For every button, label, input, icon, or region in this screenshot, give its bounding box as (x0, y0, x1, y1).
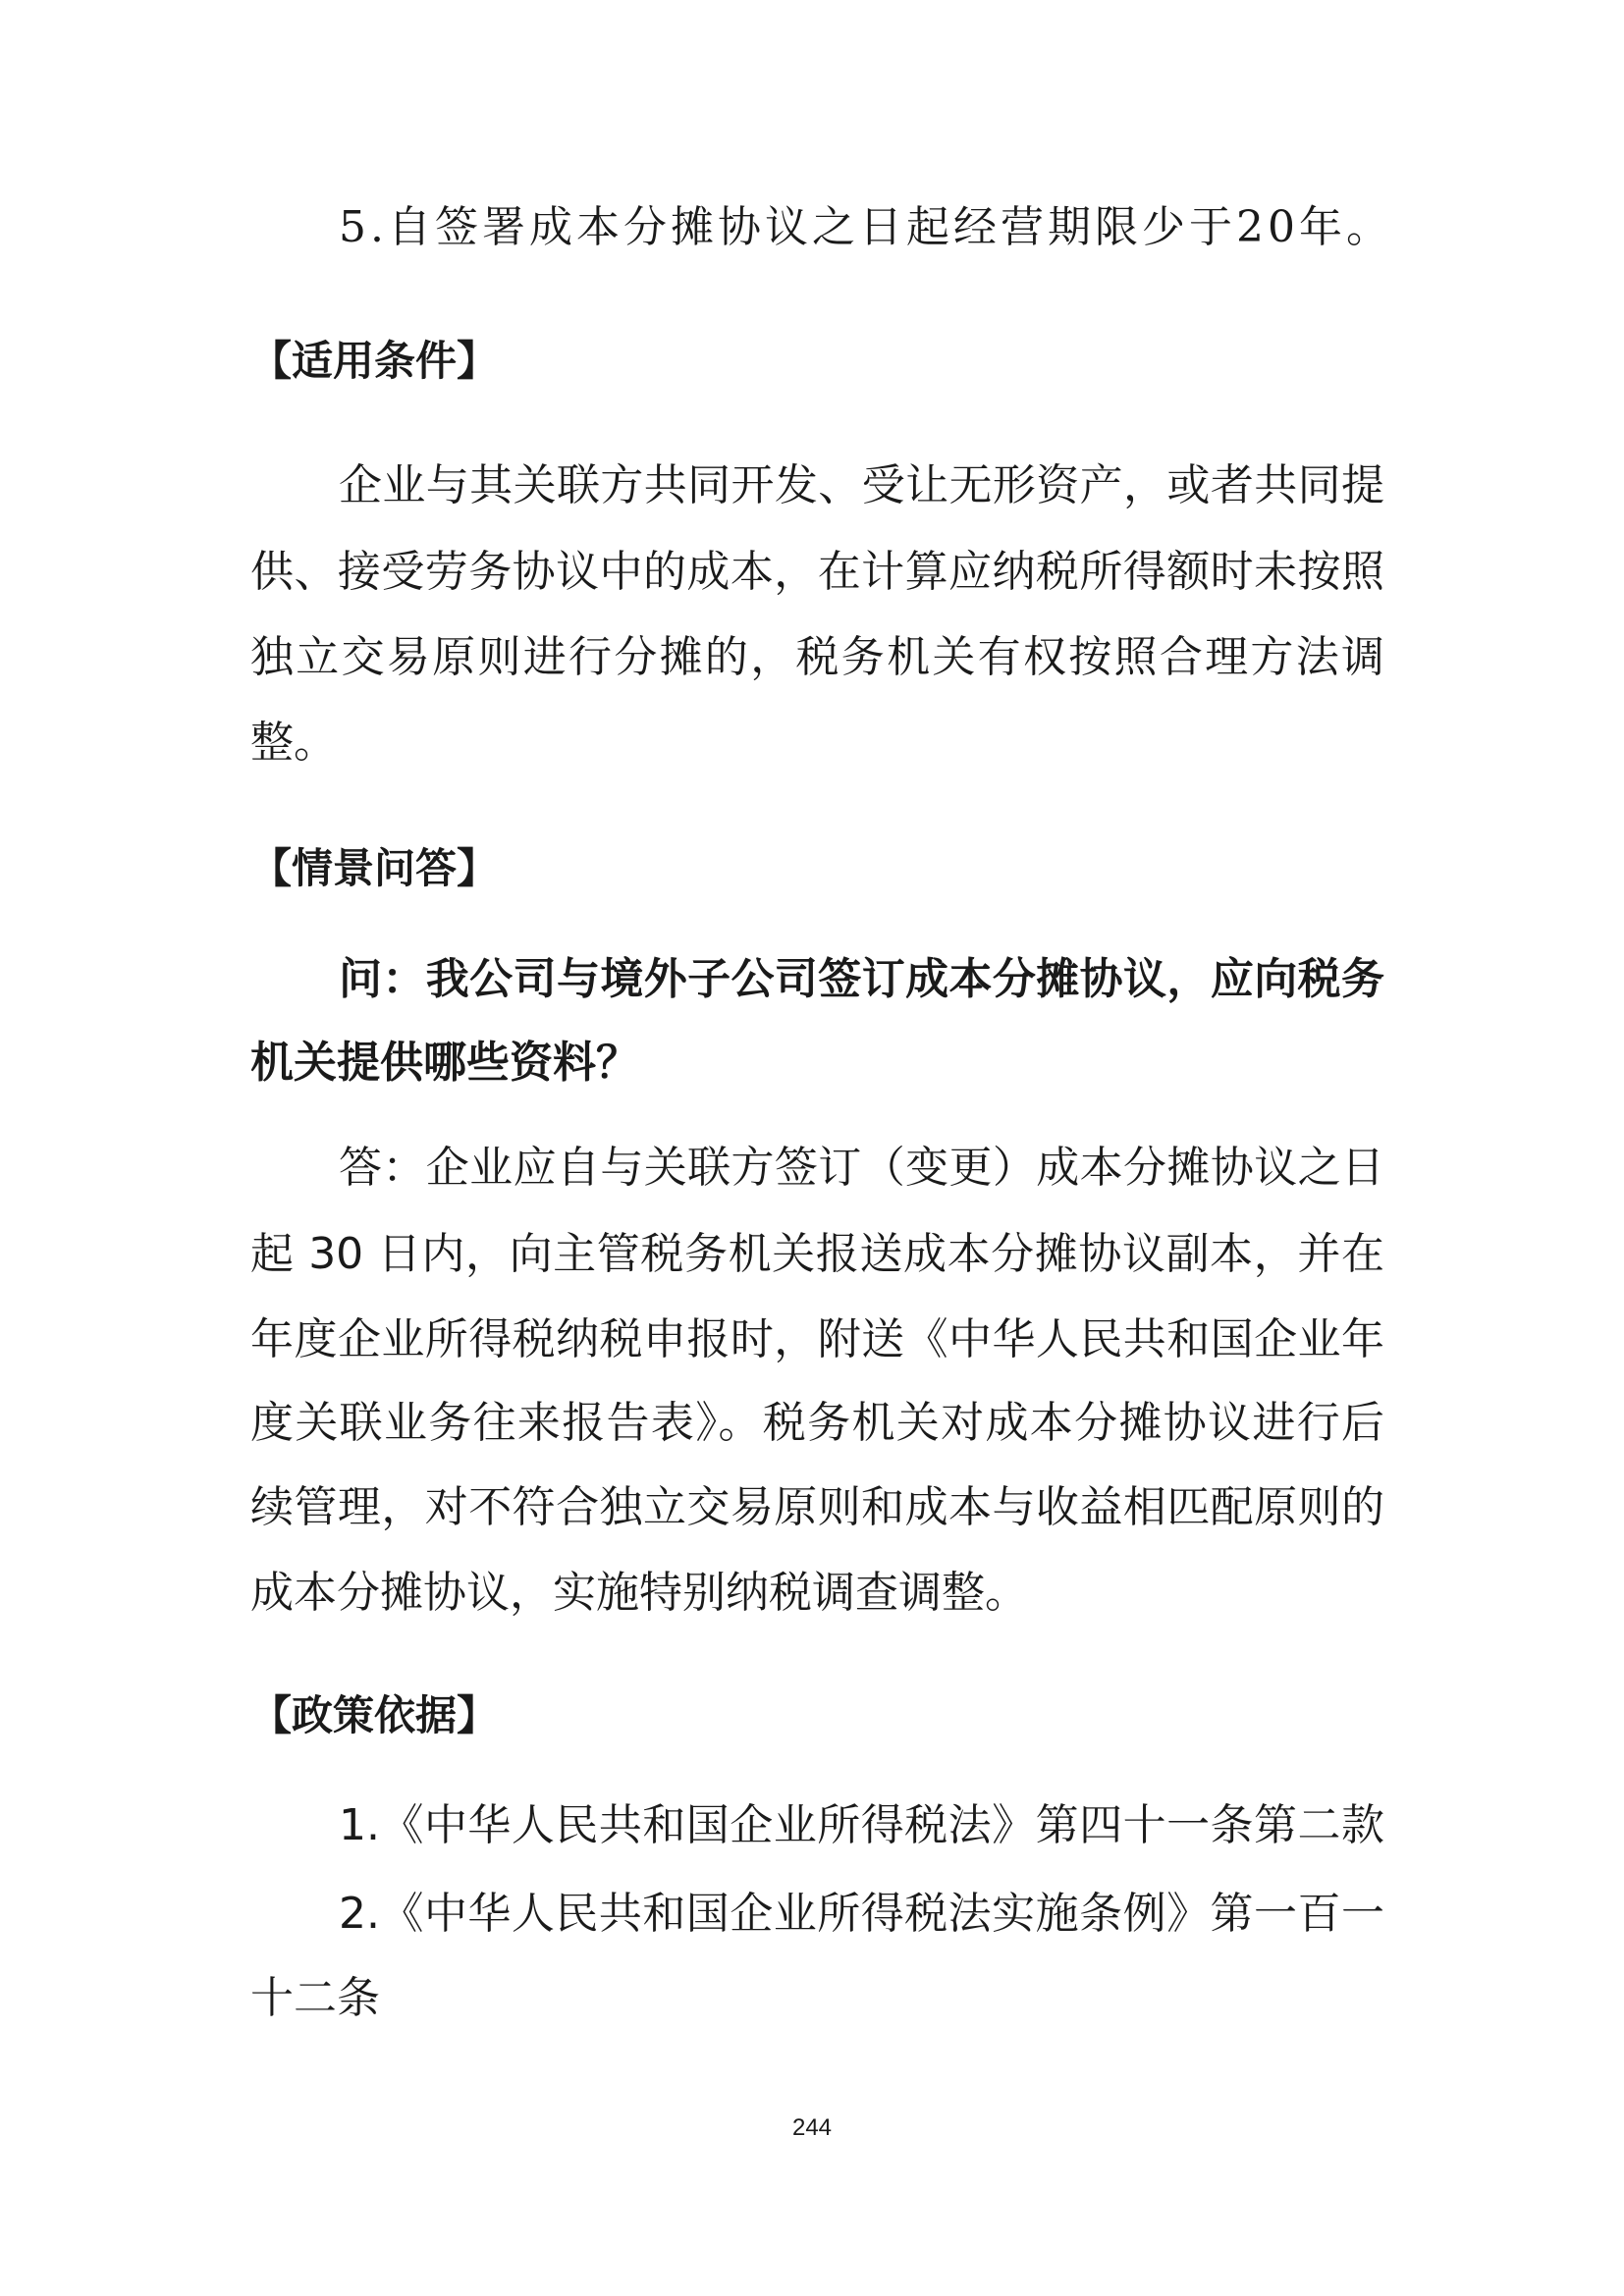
answer-line: 成本分摊协议，实施特别纳税调查调整。 (250, 1568, 1028, 1618)
page-number: 244 (791, 2114, 833, 2141)
answer-line: 年度企业所得税纳税申报时，附送《中华人民共和国企业年 (250, 1314, 1384, 1364)
intro-line: 5.自签署成本分摊协议之日起经营期限少于20年。 (339, 202, 1393, 252)
applicable-text-line: 整。 (250, 718, 337, 768)
applicable-text-line: 独立交易原则进行分摊的，税务机关有权按照合理方法调 (250, 632, 1384, 682)
section-heading-applicable: 【适用条件】 (250, 338, 499, 384)
answer-line: 度关联业务往来报告表》。税务机关对成本分摊协议进行后 (250, 1398, 1384, 1448)
applicable-text-line: 企业与其关联方共同开发、受让无形资产，或者共同提 (339, 460, 1384, 510)
policy-item-line: 十二条 (250, 1973, 380, 2023)
question-line: 机关提供哪些资料？ (250, 1038, 639, 1088)
policy-item-line: 1.《中华人民共和国企业所得税法》第四十一条第二款 (339, 1800, 1384, 1850)
applicable-text-line: 供、接受劳务协议中的成本，在计算应纳税所得额时未按照 (250, 547, 1384, 597)
answer-line: 续管理，对不符合独立交易原则和成本与收益相匹配原则的 (250, 1482, 1384, 1532)
question-line: 问：我公司与境外子公司签订成本分摊协议，应向税务 (339, 954, 1384, 1004)
answer-line: 起 30 日内，向主管税务机关报送成本分摊协议副本，并在 (250, 1229, 1384, 1279)
answer-line: 答：企业应自与关联方签订（变更）成本分摊协议之日 (339, 1143, 1384, 1193)
policy-item-line: 2.《中华人民共和国企业所得税法实施条例》第一百一 (339, 1889, 1384, 1939)
section-heading-policy: 【政策依据】 (250, 1692, 499, 1738)
section-heading-qa: 【情景问答】 (250, 845, 499, 891)
